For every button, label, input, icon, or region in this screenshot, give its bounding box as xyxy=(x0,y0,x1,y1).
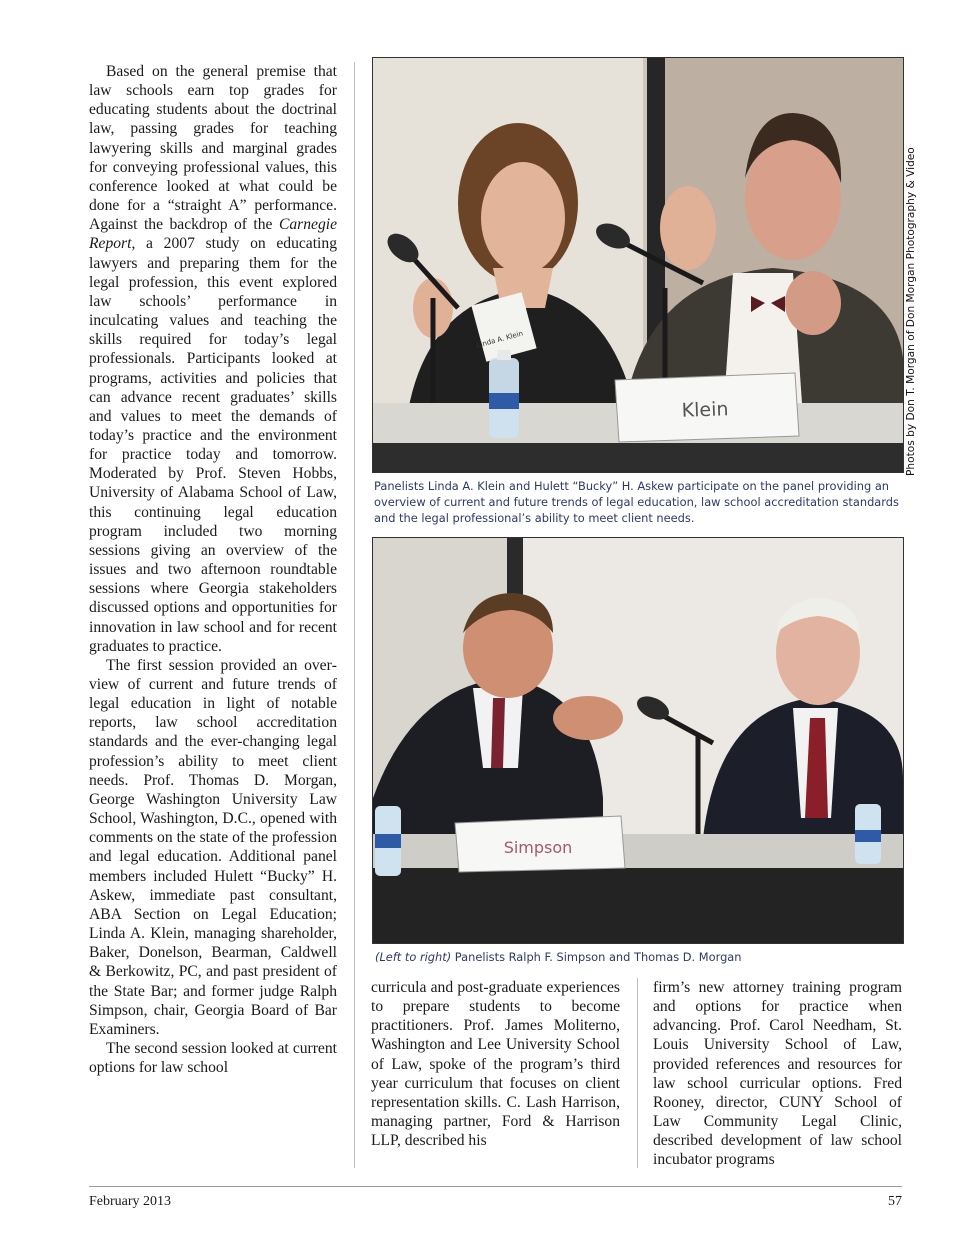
footer-date: February 2013 xyxy=(89,1194,172,1209)
nameplate-simpson: Simpson xyxy=(503,838,573,857)
panel-photo-klein-askew xyxy=(372,57,904,473)
caption-left-to-right: (Left to right) xyxy=(375,950,452,964)
footer-rule xyxy=(89,1186,902,1187)
column-divider-middle xyxy=(637,978,638,1168)
panel-photo-simpson-morgan xyxy=(372,537,904,944)
photo-illustration xyxy=(373,538,903,943)
name-badge-text: Linda A. Klein xyxy=(475,329,524,350)
paragraph-middle: curricula and post-graduate experiences to prepare students to become practitioners. Prof. James Moliterno, Washington and Lee University School of Law, spoke of the program’s third year curriculum that focuses on client representation skills. C. Lash Harrison, managing partner, Ford & Harrison LLP, described his xyxy=(371,979,620,1150)
photo1-caption: Panelists Linda A. Klein and Hulett “Bucky” H. Askew participate on the panel providing an overview of current and future trends of legal education, law school accreditation standards and the legal professional’s ability to meet client needs. xyxy=(374,479,899,525)
paragraph-right: firm’s new attorney training program and options for practice when advancing. Prof. Carol Needham, St. Louis University School of Law, provided references and resources for law school curricular options. Fred Rooney, director, CUNY School of Law Community Legal Clinic, described development of law school incubator programs xyxy=(653,979,902,1169)
article-column-right xyxy=(653,978,902,1170)
article-column-middle xyxy=(371,978,620,1150)
article-column-left xyxy=(89,62,337,1077)
paragraph-2: The first session provided an overview of current and future trends of legal education in light of notable reports, law school accreditation standards and the ever-changing legal profession’s ability to meet client needs. Prof. Thomas D. Morgan, George Washington University Law School, Washington, D.C., opened with comments on the state of the profession and legal education. Additional panel members included Hulett “Bucky” H. Askew, immediate past consultant, ABA Section on Legal Education; Linda A. Klein, managing shareholder, Baker, Donelson, Bearman, Caldwell & Berkowitz, PC, and past president of the State Bar; and former judge Ralph Simpson, chair, Georgia Board of Bar Examiners. xyxy=(89,656,337,1038)
carnegie-report-title: Carnegie Report xyxy=(89,216,337,253)
page-number: 57 xyxy=(888,1194,902,1209)
column-divider-left xyxy=(354,62,355,1168)
photo-illustration xyxy=(373,58,903,472)
paragraph-3: The second session looked at current options for law school xyxy=(89,1039,337,1077)
photo-credit: Photos by Don T. Morgan of Don Morgan Photography & Video xyxy=(905,147,917,476)
paragraph-1: Based on the general premise that law schools earn top grades for educating students about the doctrinal law, passing grades for teaching lawyering skills and marginal grades for conveying professional values, this conference looked at what could be done for a “straight A” performance. Against the backdrop of the Carnegie Report, a 2007 study on educating lawyers and preparing them for the legal profession, this event explored law schools’ performance in inculcating values and teaching the skills required for today’s legal professionals. Participants looked at programs, activities and policies that can advance recent graduates’ skills and values to meet the demands of today’s practice and the environment for practice today and tomorrow. Moderated by Prof. Steven Hobbs, University of Alabama School of Law, this continuing legal education program included two morning sessions giving an overview of the issues and two afternoon roundtable sessions where Georgia stakeholders discussed options and opportunities for innovation in law school and for recent graduates to practice. xyxy=(89,63,337,655)
photo2-caption: (Left to right) Panelists Ralph F. Simpson and Thomas D. Morgan xyxy=(375,950,742,964)
nameplate-klein: Klein xyxy=(681,398,729,422)
